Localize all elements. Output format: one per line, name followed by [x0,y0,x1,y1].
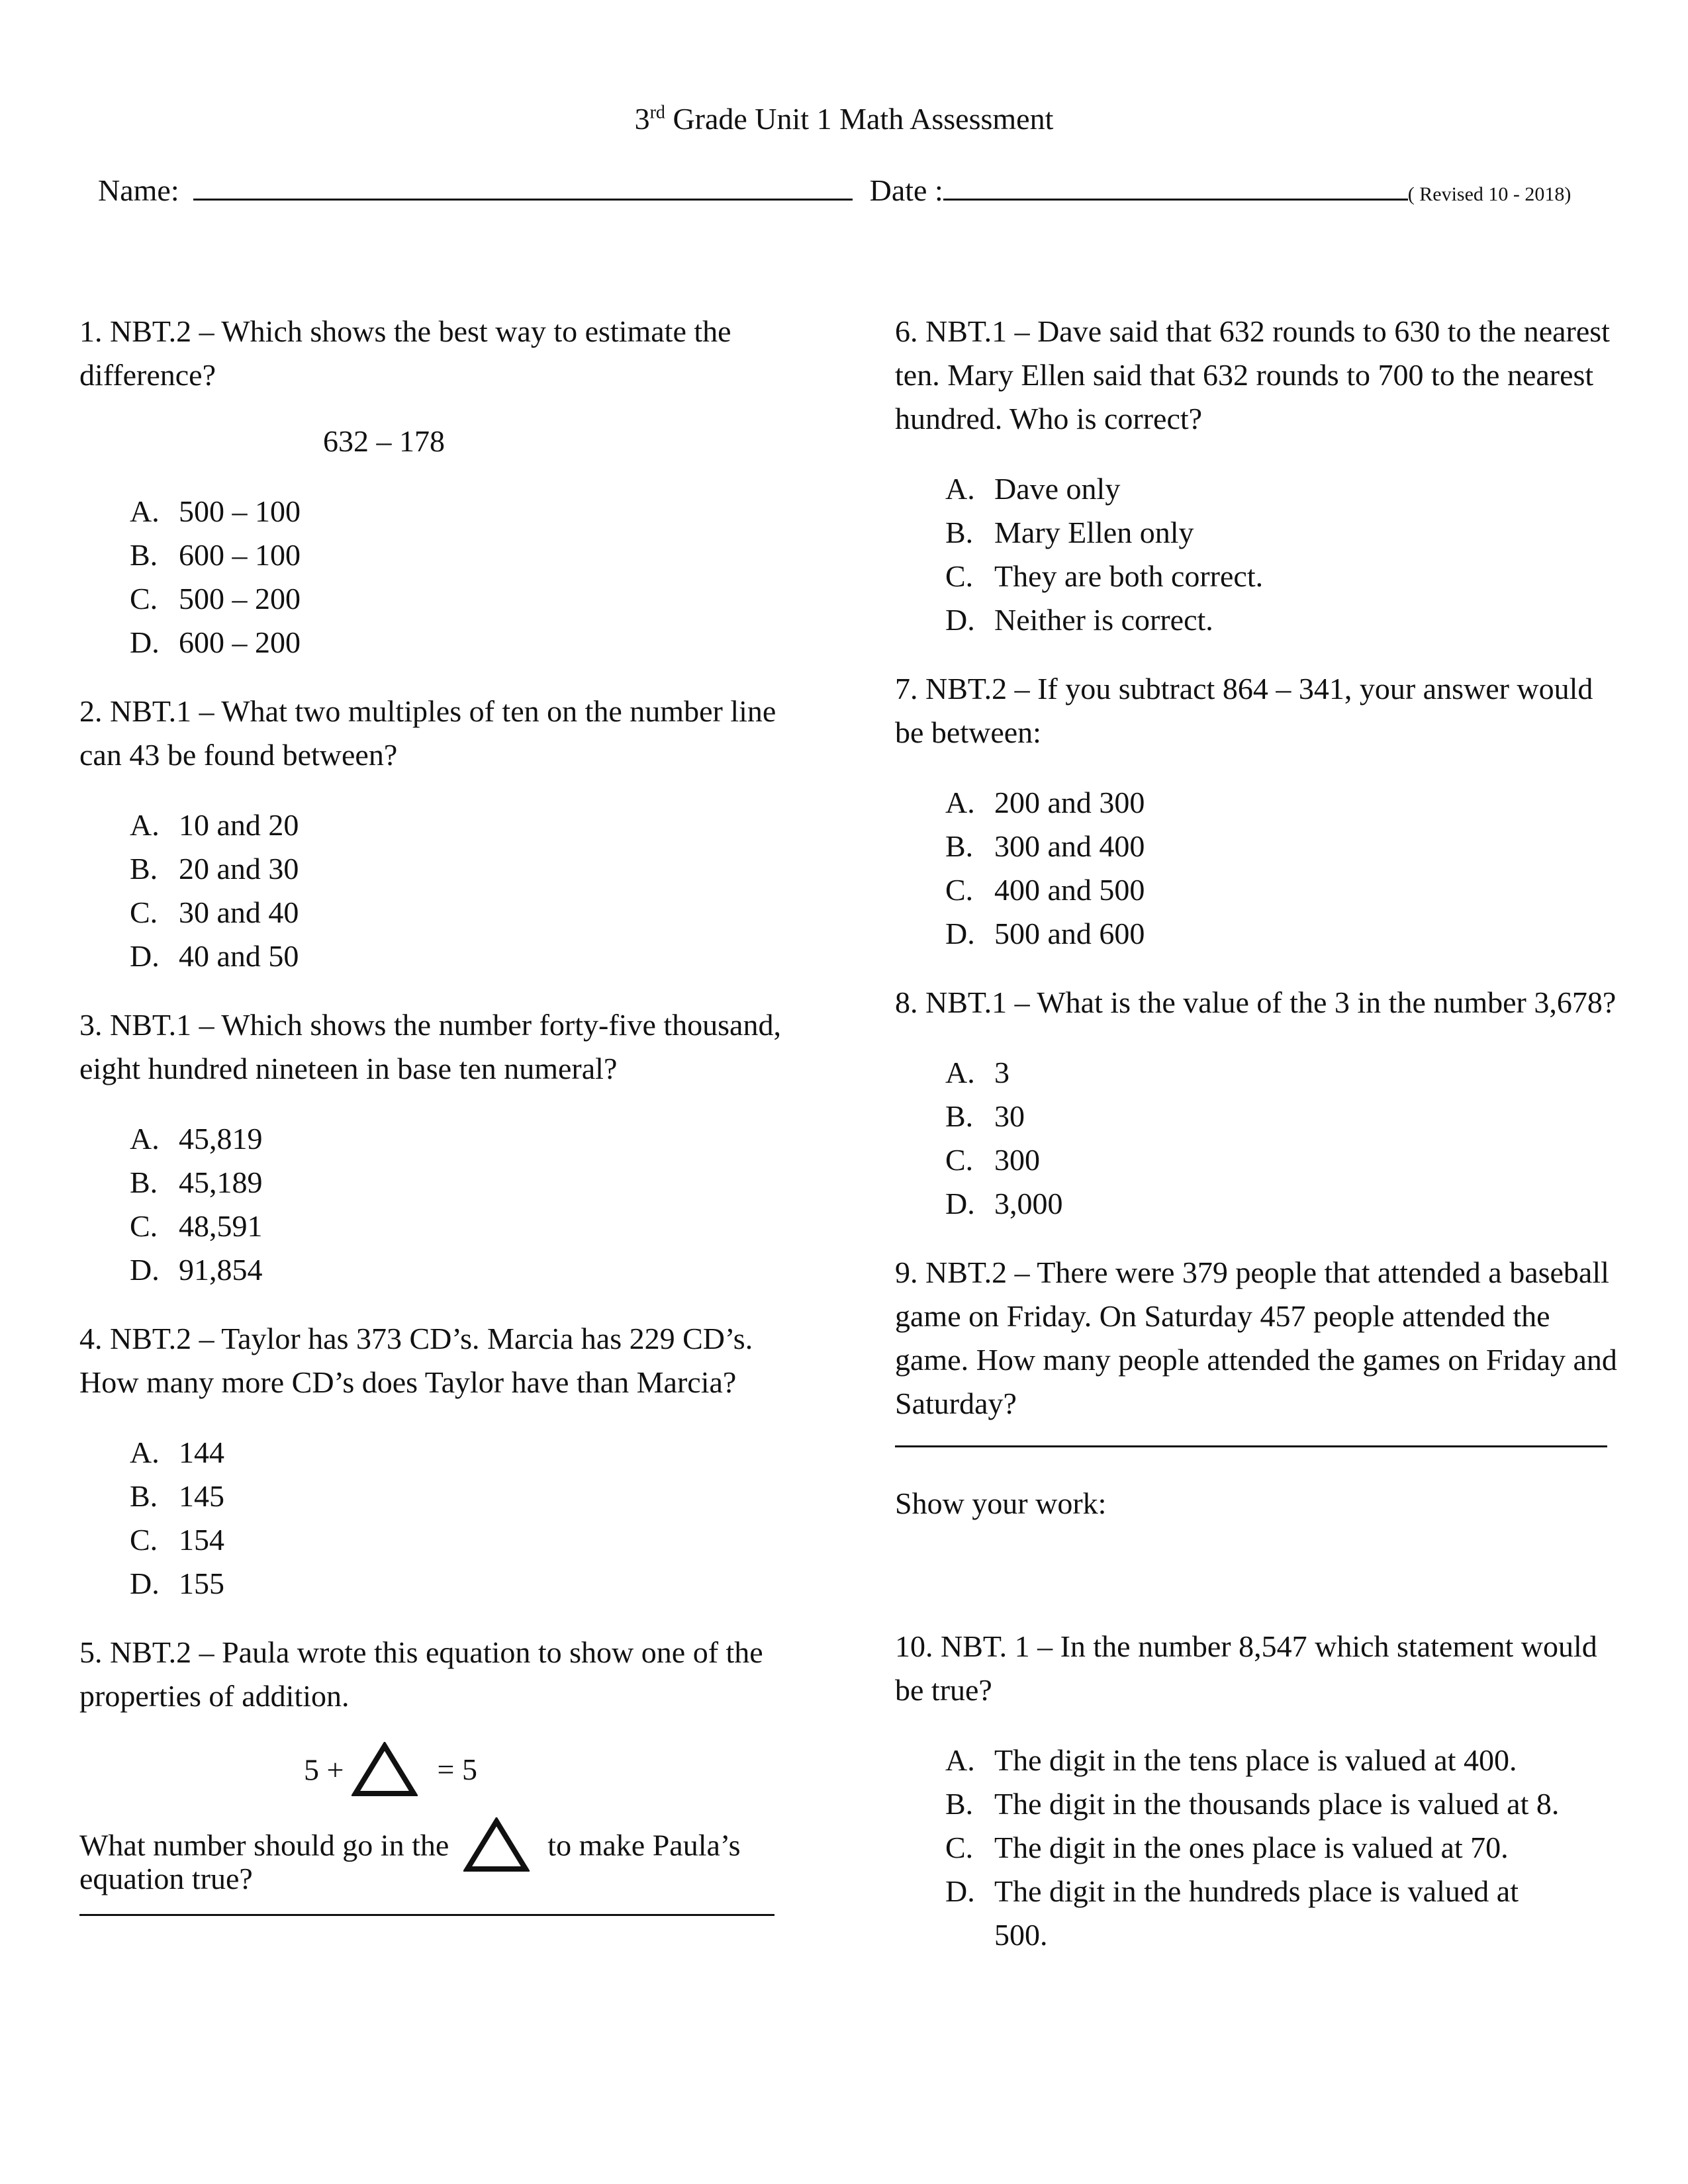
question-8-choices [895,1051,1623,1226]
choice-item[interactable]: C. 500 – 200 [130,582,301,615]
title-text: Grade Unit 1 Math Assessment [665,102,1054,136]
choice-item[interactable]: B. 45,189 [130,1165,263,1199]
choice-item[interactable]: D. 40 and 50 [130,939,299,973]
prompt-after: to make Paula’s [547,1828,741,1862]
question-6-choices [895,467,1623,642]
question-5-answer-line[interactable] [79,1914,774,1916]
question-2 [79,690,808,978]
choice-item[interactable]: B. 600 – 100 [130,538,301,572]
date-field[interactable] [943,171,1408,201]
question-6-text: 6. NBT.1 – Dave said that 632 rounds to 630 to the nearest ten. Mary Ellen said that 632 rounds to 700 to the nearest hundred. Who is correct? [895,314,1610,435]
question-8 [895,981,1623,1226]
question-3-choices [79,1117,808,1292]
question-2-text: 2. NBT.1 – What two multiples of ten on the number line can 43 be found between? [79,694,776,772]
question-5-text: 5. NBT.2 – Paula wrote this equation to show one of the properties of addition. [79,1635,763,1713]
choice-item[interactable]: A. 200 and 300 [945,786,1145,819]
question-7 [895,667,1623,956]
question-8-text: 8. NBT.1 – What is the value of the 3 in the number 3,678? [895,985,1617,1019]
right-column [895,310,1623,1982]
name-field[interactable] [193,171,853,201]
question-6 [895,310,1623,642]
question-5-equation [79,1737,808,1797]
question-9-text: 9. NBT.2 – There were 379 people that attended a baseball game on Friday. On Saturday 457 people attended the game. How many people attended the games on Friday and Saturday? [895,1255,1617,1420]
page-title [0,99,1688,139]
question-4 [79,1317,808,1606]
date-label: Date : [869,173,943,207]
choice-item[interactable]: C. The digit in the ones place is valued at 70. [945,1831,1509,1864]
left-column [79,310,808,1916]
work-area[interactable] [895,1525,1623,1625]
prompt-before: What number should go in the [79,1828,449,1862]
title-grade-number: 3 [634,102,650,136]
choice-item[interactable]: B. 300 and 400 [945,829,1145,863]
choice-item[interactable]: C. 300 [945,1143,1040,1177]
question-1-expression: 632 – 178 [323,424,445,458]
choice-item[interactable]: A. 144 [130,1435,224,1469]
prompt-end: equation true? [79,1862,253,1895]
question-3-text: 3. NBT.1 – Which shows the number forty-five thousand, eight hundred nineteen in base ten numeral? [79,1008,781,1085]
title-grade-suffix: rd [649,102,665,123]
choice-item[interactable]: A. 500 – 100 [130,494,301,528]
question-3 [79,1003,808,1292]
equation-left: 5 + [304,1752,344,1787]
choice-item[interactable]: D. 500 and 600 [945,917,1145,950]
show-work-label: Show your work: [895,1486,1107,1520]
choice-item[interactable]: B. The digit in the thousands place is valued at 8. [945,1787,1560,1821]
question-4-choices [79,1431,808,1606]
question-9 [895,1251,1623,1625]
choice-item[interactable]: B. 30 [945,1099,1025,1133]
choice-item[interactable]: B. 145 [130,1479,224,1513]
question-10 [895,1625,1623,1957]
choice-item[interactable]: D. 600 – 200 [130,625,301,659]
choice-item[interactable]: C. 154 [130,1523,224,1557]
question-9-answer-line[interactable] [895,1445,1607,1447]
question-2-choices [79,803,808,978]
choice-item[interactable]: C. 400 and 500 [945,873,1145,907]
triangle-icon [352,1742,418,1797]
choice-item[interactable]: D. 91,854 [130,1253,263,1287]
choice-item[interactable]: A. The digit in the tens place is valued at 400. [945,1743,1517,1777]
question-10-choices [895,1739,1623,1957]
choice-item[interactable]: D. 3,000 [945,1187,1063,1220]
choice-item[interactable]: A. 3 [945,1056,1009,1089]
choice-item[interactable]: A. Dave only [945,472,1121,506]
choice-item[interactable]: A. 45,819 [130,1122,263,1156]
choice-item[interactable]: B. Mary Ellen only [945,516,1194,549]
name-label: Name: [98,173,179,207]
equation-right: = 5 [437,1752,477,1787]
question-1-choices [79,490,808,664]
choice-item[interactable]: D. Neither is correct. [945,603,1213,637]
question-10-text: 10. NBT. 1 – In the number 8,547 which statement would be true? [895,1629,1597,1707]
question-5 [79,1631,808,1916]
question-1 [79,310,808,664]
choice-item[interactable]: A. 10 and 20 [130,808,299,842]
choice-item[interactable]: D. 155 [130,1567,224,1600]
question-7-choices [895,781,1623,956]
question-4-text: 4. NBT.2 – Taylor has 373 CD’s. Marcia has 229 CD’s. How many more CD’s does Taylor have than Marcia? [79,1322,753,1399]
choice-item[interactable]: C. They are both correct. [945,559,1264,593]
triangle-icon [463,1817,530,1873]
name-date-row [98,171,1594,210]
question-7-text: 7. NBT.2 – If you subtract 864 – 341, your answer would be between: [895,672,1593,749]
choice-item[interactable]: C. 30 and 40 [130,895,299,929]
choice-item[interactable]: C. 48,591 [130,1209,263,1243]
choice-item[interactable]: D. The digit in the hundreds place is valued at 500. [945,1874,1519,1952]
revised-note: ( Revised 10 - 2018) [1407,183,1571,205]
choice-item[interactable]: B. 20 and 30 [130,852,299,886]
question-1-text: 1. NBT.2 – Which shows the best way to estimate the difference? [79,314,731,392]
